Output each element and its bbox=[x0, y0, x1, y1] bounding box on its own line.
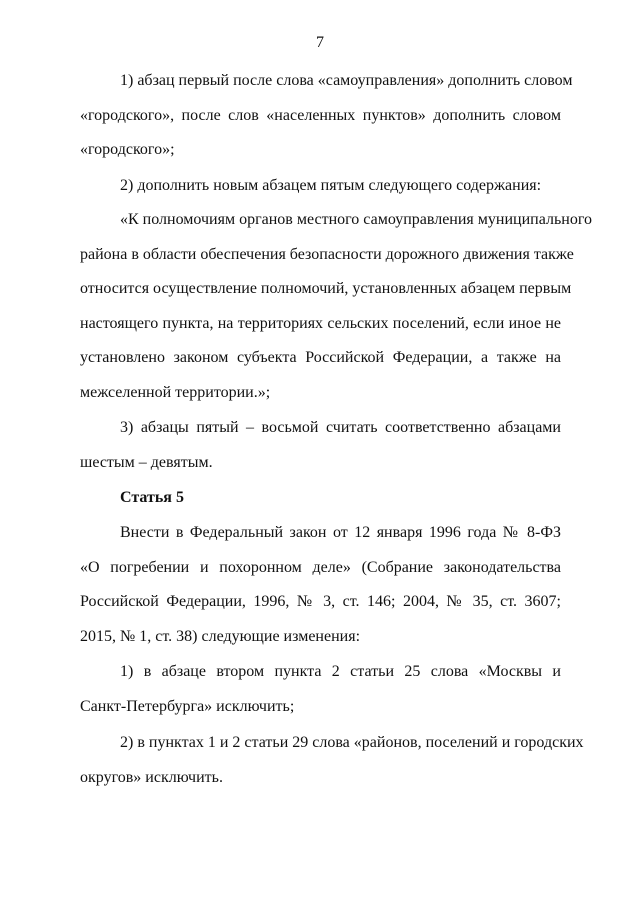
page-number: 7 bbox=[316, 34, 324, 51]
paragraph-amendment-2: 2) дополнить новым абзацем пятым следующего содержания: bbox=[120, 177, 542, 194]
text-line: шестым – девятым. bbox=[80, 453, 213, 471]
paragraph-change-1 bbox=[80, 655, 561, 724]
text-line: «О погребении и похоронном деле» (Собрание законодательства bbox=[80, 558, 561, 576]
text-line: «городского», после слов «населенных пунктов» дополнить словом bbox=[80, 106, 561, 124]
text-line: округов» исключить. bbox=[80, 768, 223, 786]
text-line: Внести в Федеральный закон от 12 января 1996 года № 8-ФЗ bbox=[120, 524, 561, 541]
text-line: Санкт-Петербурга» исключить; bbox=[80, 697, 295, 715]
paragraph-quoted-insertion bbox=[80, 203, 592, 410]
text-line: «городского»; bbox=[80, 141, 175, 158]
text-line: 1) в абзаце втором пункта 2 статьи 25 слова «Москвы и bbox=[120, 663, 561, 680]
text-line: района в области обеспечения безопасности дорожного движения также bbox=[80, 245, 574, 263]
text-line: установлено законом субъекта Российской Федерации, а также на bbox=[80, 349, 561, 366]
text-line: 2015, № 1, ст. 38) следующие изменения: bbox=[80, 627, 361, 645]
article-heading: Статья 5 bbox=[120, 489, 184, 506]
text-line: 3) абзацы пятый – восьмой считать соответственно абзацами bbox=[120, 419, 561, 436]
text-line: Российской Федерации, 1996, № 3, ст. 146; 2004, № 35, ст. 3607; bbox=[80, 593, 561, 610]
text-line: 1) абзац первый после слова «самоуправления» дополнить словом bbox=[120, 72, 573, 89]
text-line: относится осуществление полномочий, установленных абзацем первым bbox=[80, 280, 572, 297]
paragraph-amendment-3 bbox=[80, 411, 561, 480]
text-line: «К полномочиям органов местного самоуправления муниципального bbox=[120, 211, 592, 228]
paragraph-article-intro bbox=[80, 516, 561, 654]
paragraph-amendment-1 bbox=[80, 64, 573, 168]
text-line: 2) в пунктах 1 и 2 статьи 29 слова «районов, поселений и городских bbox=[120, 734, 584, 751]
text-line: настоящего пункта, на территориях сельских поселений, если иное не bbox=[80, 314, 561, 332]
text-line: межселенной территории.»; bbox=[80, 383, 271, 401]
paragraph-change-2 bbox=[80, 726, 584, 795]
